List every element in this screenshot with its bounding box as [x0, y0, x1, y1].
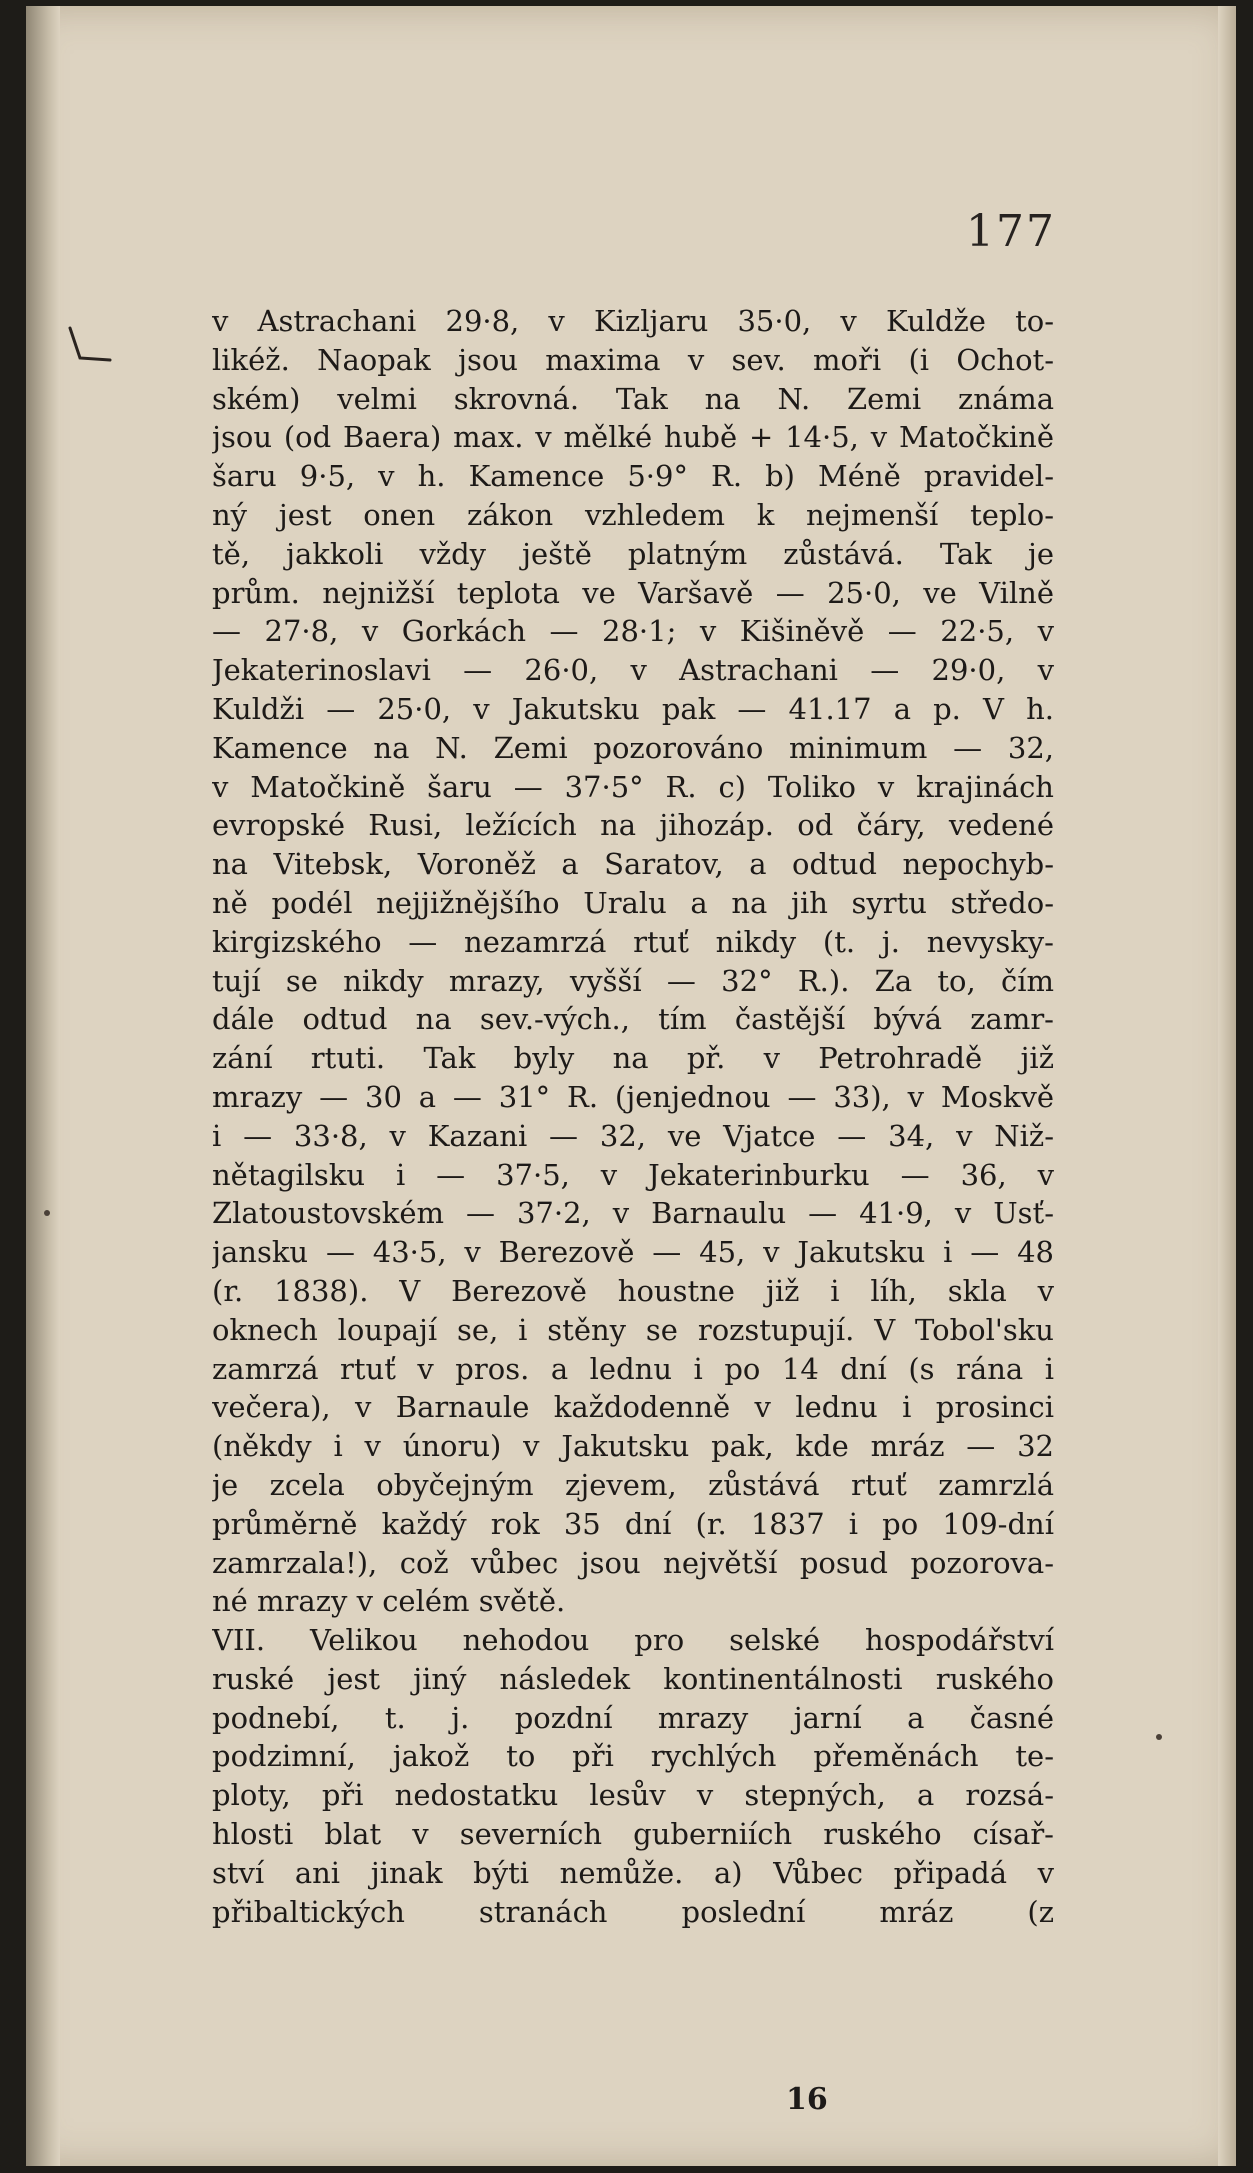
text-line: je zcela obyčejným zjevem, zůstává rtuť zamrzlá — [212, 1467, 1054, 1502]
text-line: i — 33·8, v Kazani — 32, ve Vjatce — 34, v Niž- — [212, 1118, 1054, 1153]
text-line: ně podél nejjižnějšího Uralu a na jih syrtu středo- — [212, 885, 1054, 920]
text-line: VII. Velikou nehodou pro selské hospodářství — [212, 1623, 1054, 1658]
text-line: Kamence na N. Zemi pozorováno minimum — 32, — [212, 730, 1054, 765]
text-line: oknech loupají se, i stěny se rozstupují. V Tobol'sku — [212, 1312, 1054, 1347]
margin-bracket-icon — [66, 324, 114, 368]
text-line: prům. nejnižší teplota ve Varšavě — 25·0, ve Vilně — [212, 575, 1054, 610]
text-line: zamrzá rtuť v pros. a lednu i po 14 dní (s rána i — [212, 1351, 1054, 1386]
text-line: ný jest onen zákon vzhledem k nejmenší teplo- — [212, 497, 1054, 532]
text-line: (někdy i v únoru) v Jakutsku pak, kde mráz — 32 — [212, 1429, 1054, 1464]
text-line: ploty, při nedostatku lesův v stepných, a rozsá- — [212, 1778, 1054, 1813]
book-page — [26, 6, 1236, 2166]
text-line: dále odtud na sev.-vých., tím častější bývá zamr- — [212, 1002, 1054, 1037]
text-line: v Matočkině šaru — 37·5° R. c) Toliko v krajinách — [212, 769, 1054, 804]
margin-dot — [1156, 1734, 1162, 1740]
text-line: ství ani jinak býti nemůže. a) Vůbec připadá v — [212, 1855, 1054, 1890]
text-line: podzimní, jakož to při rychlých přeměnách te- — [212, 1739, 1054, 1774]
text-line: hlosti blat v severních guberniích ruského císař- — [212, 1817, 1054, 1852]
page-gutter — [26, 6, 60, 2166]
text-line: šaru 9·5, v h. Kamence 5·9° R. b) Méně pravidel- — [212, 459, 1054, 494]
text-line: (r. 1838). V Berezově houstne již i líh, skla v — [212, 1273, 1054, 1308]
text-line: tě, jakkoli vždy ještě platným zůstává. Tak je — [212, 536, 1054, 571]
text-line: zání rtuti. Tak byly na př. v Petrohradě již — [212, 1041, 1054, 1076]
text-line: — 27·8, v Gorkách — 28·1; v Kišiněvě — 22·5, v — [212, 614, 1054, 649]
text-line: zamrzala!), což vůbec jsou největší posud pozorova- — [212, 1545, 1054, 1580]
text-line: jsou (od Baera) max. v mělké hubě + 14·5, v Matočkině — [212, 420, 1054, 455]
page-number: 177 — [966, 206, 1056, 257]
text-line: tují se nikdy mrazy, vyšší — 32° R.). Za to, čím — [212, 963, 1054, 998]
text-line: večera), v Barnaule každodenně v lednu i prosinci — [212, 1390, 1054, 1425]
text-line: mrazy — 30 a — 31° R. (jenjednou — 33), v Moskvě — [212, 1079, 1054, 1114]
text-line: kirgizského — nezamrzá rtuť nikdy (t. j. nevysky- — [212, 924, 1054, 959]
page-edge — [1218, 6, 1236, 2166]
text-line: přibaltických stranách poslední mráz (z — [212, 1894, 1054, 1929]
signature-mark: 16 — [786, 2082, 828, 2117]
text-line: ruské jest jiný následek kontinentálnosti ruského — [212, 1661, 1054, 1696]
text-line: ském) velmi skrovná. Tak na N. Zemi známa — [212, 381, 1054, 416]
text-line: jansku — 43·5, v Berezově — 45, v Jakutsku i — 48 — [212, 1235, 1054, 1270]
text-line: na Vitebsk, Voroněž a Saratov, a odtud nepochyb- — [212, 847, 1054, 882]
text-line: nětagilsku i — 37·5, v Jekaterinburku — 36, v — [212, 1157, 1054, 1192]
text-line: Zlatoustovském — 37·2, v Barnaulu — 41·9, v Usť- — [212, 1196, 1054, 1231]
margin-dot — [44, 1210, 50, 1216]
text-line: průměrně každý rok 35 dní (r. 1837 i po 109-dní — [212, 1506, 1054, 1541]
text-line: Jekaterinoslavi — 26·0, v Astrachani — 29·0, v — [212, 653, 1054, 688]
body-text — [212, 302, 1054, 1931]
text-line: v Astrachani 29·8, v Kizljaru 35·0, v Kuldže to- — [212, 304, 1054, 338]
text-line: Kuldži — 25·0, v Jakutsku pak — 41.17 a p. V h. — [212, 691, 1054, 726]
text-line: né mrazy v celém světě. — [212, 1584, 566, 1619]
text-line: podnebí, t. j. pozdní mrazy jarní a časné — [212, 1700, 1054, 1735]
text-line: likéž. Naopak jsou maxima v sev. moři (i Ochot- — [212, 342, 1054, 377]
text-line: evropské Rusi, ležících na jihozáp. od čáry, vedené — [212, 808, 1054, 843]
